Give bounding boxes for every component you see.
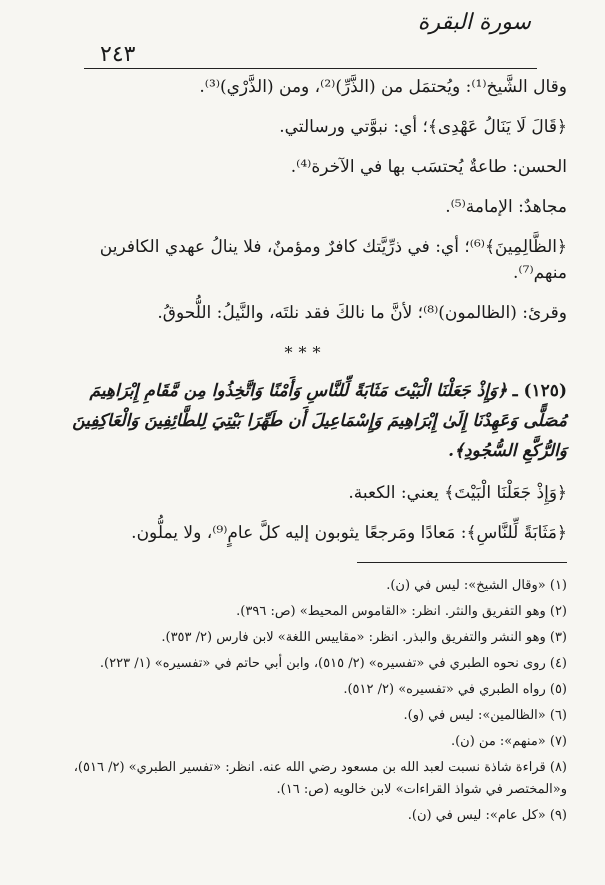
footnote: (٨) قراءة شاذة نسبت لعبد الله بن مسعود رضي الله عنه. انظر: «تفسير الطبري» (٢/ ٥١٦)، و«المختصر في شواذ القراءات» لابن خالويه (ص: ١٦). — [73, 760, 567, 797]
text-line: ﴿وَإِذْ جَعَلْنَا الْبَيْتَ﴾ يعني: الكعبة. — [348, 483, 567, 503]
main-text — [44, 74, 567, 546]
footnote-rule — [357, 562, 567, 563]
footnote: (٩) «كل عام»: ليس في (ن). — [407, 808, 567, 823]
verse-number: (١٢٥) ـ — [512, 381, 567, 401]
text-line: الحسن: طاعةٌ يُحتسَب بها في الآخرة⁽⁴⁾. — [290, 157, 567, 177]
footnote: (٧) «منهم»: من (ن). — [450, 734, 567, 749]
footnote: (١) «وقال الشيخ»: ليس في (ن). — [386, 578, 567, 593]
verse-text: ﴿وَإِذْ جَعَلْنَا الْبَيْتَ مَثَابَةً لِّلنَّاسِ وَأَمْنًا وَاتَّخِذُوا مِن مَّقَامِ إِبْرَاهِيمَ مُصَلًّى وَعَهِدْنَا إِلَىٰ إِبْرَاهِيمَ وَإِسْمَاعِيلَ أَن طَهِّرَا بَيْتِيَ لِلطَّائِفِينَ وَالْعَاكِفِينَ وَالرُّكَّعِ السُّجُودِ﴾. — [72, 381, 567, 461]
footnote: (٥) رواه الطبري في «تفسيره» (٢/ ٥١٢). — [343, 682, 567, 697]
page-number: ٢٤٣ — [100, 42, 136, 67]
text-line: مجاهدٌ: الإمامة⁽⁵⁾. — [445, 197, 567, 217]
text-line: ﴿قَالَ لَا يَنَالُ عَهْدِى﴾؛ أي: نبوَّتي ورسالتي. — [279, 117, 567, 137]
footnote: (٣) وهو النشر والتفريق والبذر. انظر: «مقاييس اللغة» لابن فارس (٢/ ٣٥٣). — [161, 630, 567, 645]
text-line: ﴿مَثَابَةً لِّلنَّاسِ﴾: مَعادًا ومَرجعًا يثوبون إليه كلَّ عامٍ⁽⁹⁾، ولا يملُّون. — [131, 523, 567, 543]
footnote: (٦) «الظالمين»: ليس في (و). — [403, 708, 567, 723]
footnote: (٤) روى نحوه الطبري في «تفسيره» (٢/ ٥١٥)، وابن أبي حاتم في «تفسيره» (١/ ٢٢٣). — [99, 656, 567, 671]
surah-title: سورة البقرة — [417, 10, 531, 35]
page-header — [44, 0, 567, 74]
text-line: وقال الشَّيخ⁽¹⁾: ويُحتمَل من (الذَّرِّ)⁽²⁾، ومن (الذَّرْي)⁽³⁾. — [199, 77, 567, 97]
text-line: ﴿الظَّالِمِينَ﴾⁽⁶⁾؛ أي: في ذرِّيَّتك كافرٌ ومؤمنٌ، فلا ينالُ عهدي الكافرين منهم⁽⁷⁾. — [99, 237, 567, 283]
header-rule — [84, 68, 537, 69]
verse-block — [44, 376, 567, 466]
text-line: وقرئ: (الظالمون)⁽⁸⁾؛ لأنَّ ما نالكَ فقد نلتَه، والنَّيلُ: اللُّحوقُ. — [157, 303, 567, 323]
footnotes — [44, 575, 567, 827]
section-separator: *** — [284, 343, 327, 362]
footnote: (٢) وهو التفريق والنثر. انظر: «القاموس المحيط» (ص: ٣٩٦). — [236, 604, 567, 619]
